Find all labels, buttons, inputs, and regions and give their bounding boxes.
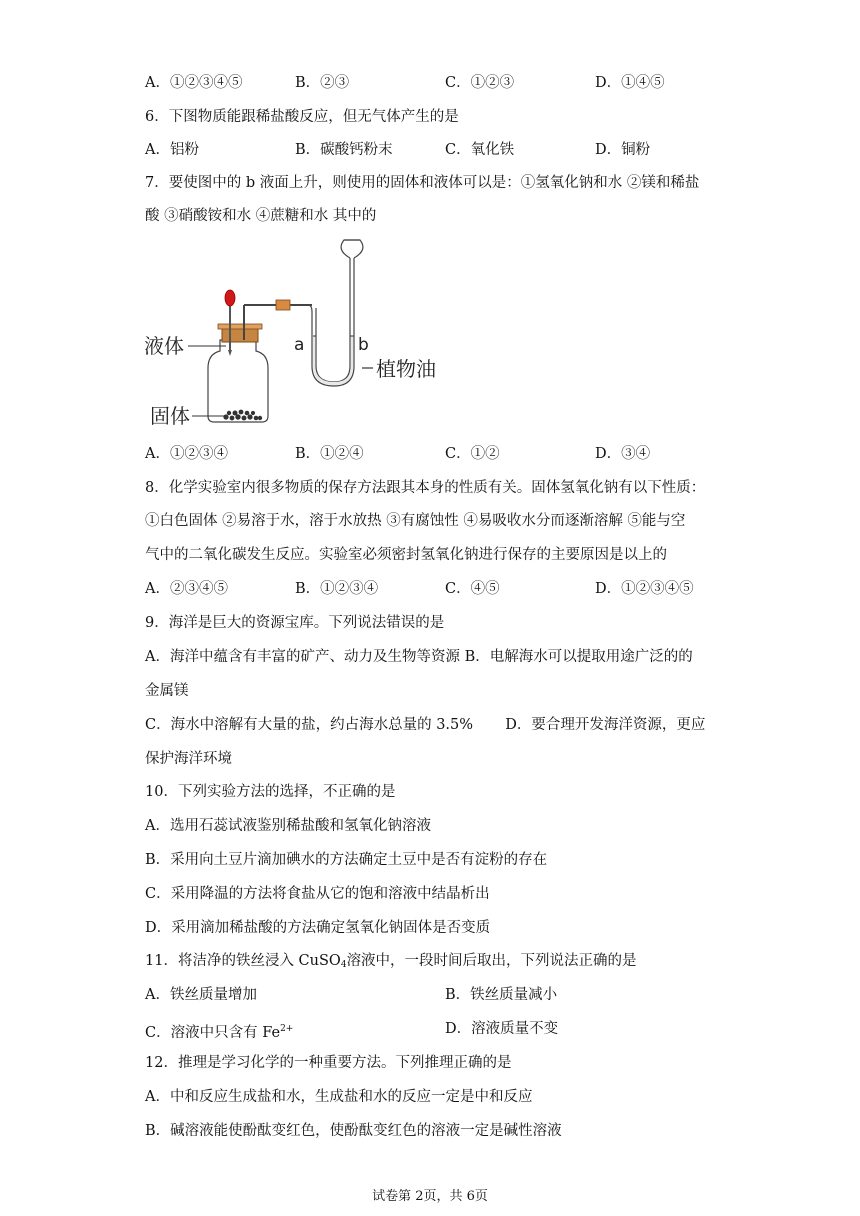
q8-option-a: A．②③④⑤: [145, 581, 228, 597]
q9-line4: 保护海洋环境: [145, 751, 232, 767]
q10-option-c: C．采用降温的方法将食盐从它的饱和溶液中结晶析出: [145, 886, 490, 902]
q5-option-d: D．①④⑤: [595, 75, 665, 91]
q6-option-b: B．碳酸钙粉末: [295, 142, 393, 158]
q6-option-a: A．铝粉: [145, 142, 199, 158]
q8-stem-line1: 8．化学实验室内很多物质的保存方法跟其本身的性质有关。固体氢氧化钠有以下性质：: [145, 480, 706, 496]
tube-clamp: [276, 300, 290, 310]
q8-option-c: C．④⑤: [445, 581, 500, 597]
q7-option-b: B．①②④: [295, 446, 364, 462]
q11-option-a: A．铁丝质量增加: [145, 987, 257, 1003]
q11-stem-post: 溶液中，一段时间后取出，下列说法正确的是: [346, 953, 637, 969]
q5-option-b: B．②③: [295, 75, 350, 91]
q7-stem-line2: 酸 ③硝酸铵和水 ④蔗糖和水 其中的: [145, 208, 377, 224]
q8-option-d: D．①②③④⑤: [595, 581, 694, 597]
q10-stem: 10．下列实验方法的选择，不正确的是: [145, 784, 396, 800]
q11-stem: [145, 951, 720, 975]
q11-option-c-superscript: 2+: [280, 1024, 294, 1034]
q5-option-c: C．①②③: [445, 75, 515, 91]
q7-option-d: D．③④: [595, 446, 651, 462]
q5-option-a: A．①②③④⑤: [145, 75, 243, 91]
q11-stem-pre: 11．将洁净的铁丝浸入 CuSO: [145, 953, 341, 969]
apparatus-figure: [140, 236, 470, 436]
label-vegetable-oil: 植物油: [376, 357, 436, 381]
q9-line1: A．海洋中蕴含有丰富的矿产、动力及生物等资源 B．电解海水可以提取用途广泛的的: [145, 649, 693, 665]
q6-option-d: D．铜粉: [595, 142, 651, 158]
q10-option-a: A．选用石蕊试液鉴别稀盐酸和氢氧化钠溶液: [145, 818, 431, 834]
q11-option-c: [145, 1019, 293, 1043]
label-liquid: 液体: [144, 334, 184, 358]
q7-option-a: A．①②③④: [145, 446, 228, 462]
label-b: b: [358, 335, 369, 355]
q8-stem-line2: ①白色固体 ②易溶于水，溶于水放热 ③有腐蚀性 ④易吸收水分而逐渐溶解 ⑤能与空: [145, 513, 686, 529]
q11-option-b: B．铁丝质量减小: [445, 987, 558, 1003]
q10-option-d: D．采用滴加稀盐酸的方法确定氢氧化钠固体是否变质: [145, 920, 491, 936]
label-solid: 固体: [150, 404, 190, 428]
q12-option-a: A．中和反应生成盐和水，生成盐和水的反应一定是中和反应: [145, 1089, 533, 1105]
q6-option-c: C．氧化铁: [445, 142, 515, 158]
q7-stem-line1: 7．要使图中的 b 液面上升，则使用的固体和液体可以是：①氢氧化钠和水 ②镁和稀盐: [145, 175, 700, 191]
q6-stem: 6．下图物质能跟稀盐酸反应，但无气体产生的是: [145, 109, 459, 125]
q8-option-b: B．①②③④: [295, 581, 379, 597]
q12-option-b: B．碱溶液能使酚酞变红色，使酚酞变红色的溶液一定是碱性溶液: [145, 1123, 562, 1139]
funnel-bulb: [341, 240, 363, 258]
q8-stem-line3: 气中的二氧化碳发生反应。实验室必须密封氢氧化钠进行保存的主要原因是以上的: [145, 547, 667, 563]
page-footer: 试卷第 2页，共 6页: [372, 1189, 488, 1204]
q11-option-d: D．溶液质量不变: [445, 1021, 559, 1037]
q9-line2: 金属镁: [145, 683, 189, 699]
stopper: [222, 328, 258, 342]
q12-stem: 12．推理是学习化学的一种重要方法。下列推理正确的是: [145, 1055, 512, 1071]
q11-stem-subscript: 4: [340, 960, 347, 970]
q9-stem: 9．海洋是巨大的资源宝库。下列说法错误的是: [145, 615, 445, 631]
q9-line3: C．海水中溶解有大量的盐，约占海水总量的 3.5% D．要合理开发海洋资源，更应: [145, 717, 706, 733]
q7-option-c: C．①②: [445, 446, 500, 462]
label-a: a: [294, 335, 305, 355]
q11-option-c-text: C．溶液中只含有 Fe: [145, 1025, 281, 1041]
dropper-bulb: [225, 290, 235, 306]
bottle: [208, 340, 268, 422]
q10-option-b: B．采用向土豆片滴加碘水的方法确定土豆中是否有淀粉的存在: [145, 852, 548, 868]
